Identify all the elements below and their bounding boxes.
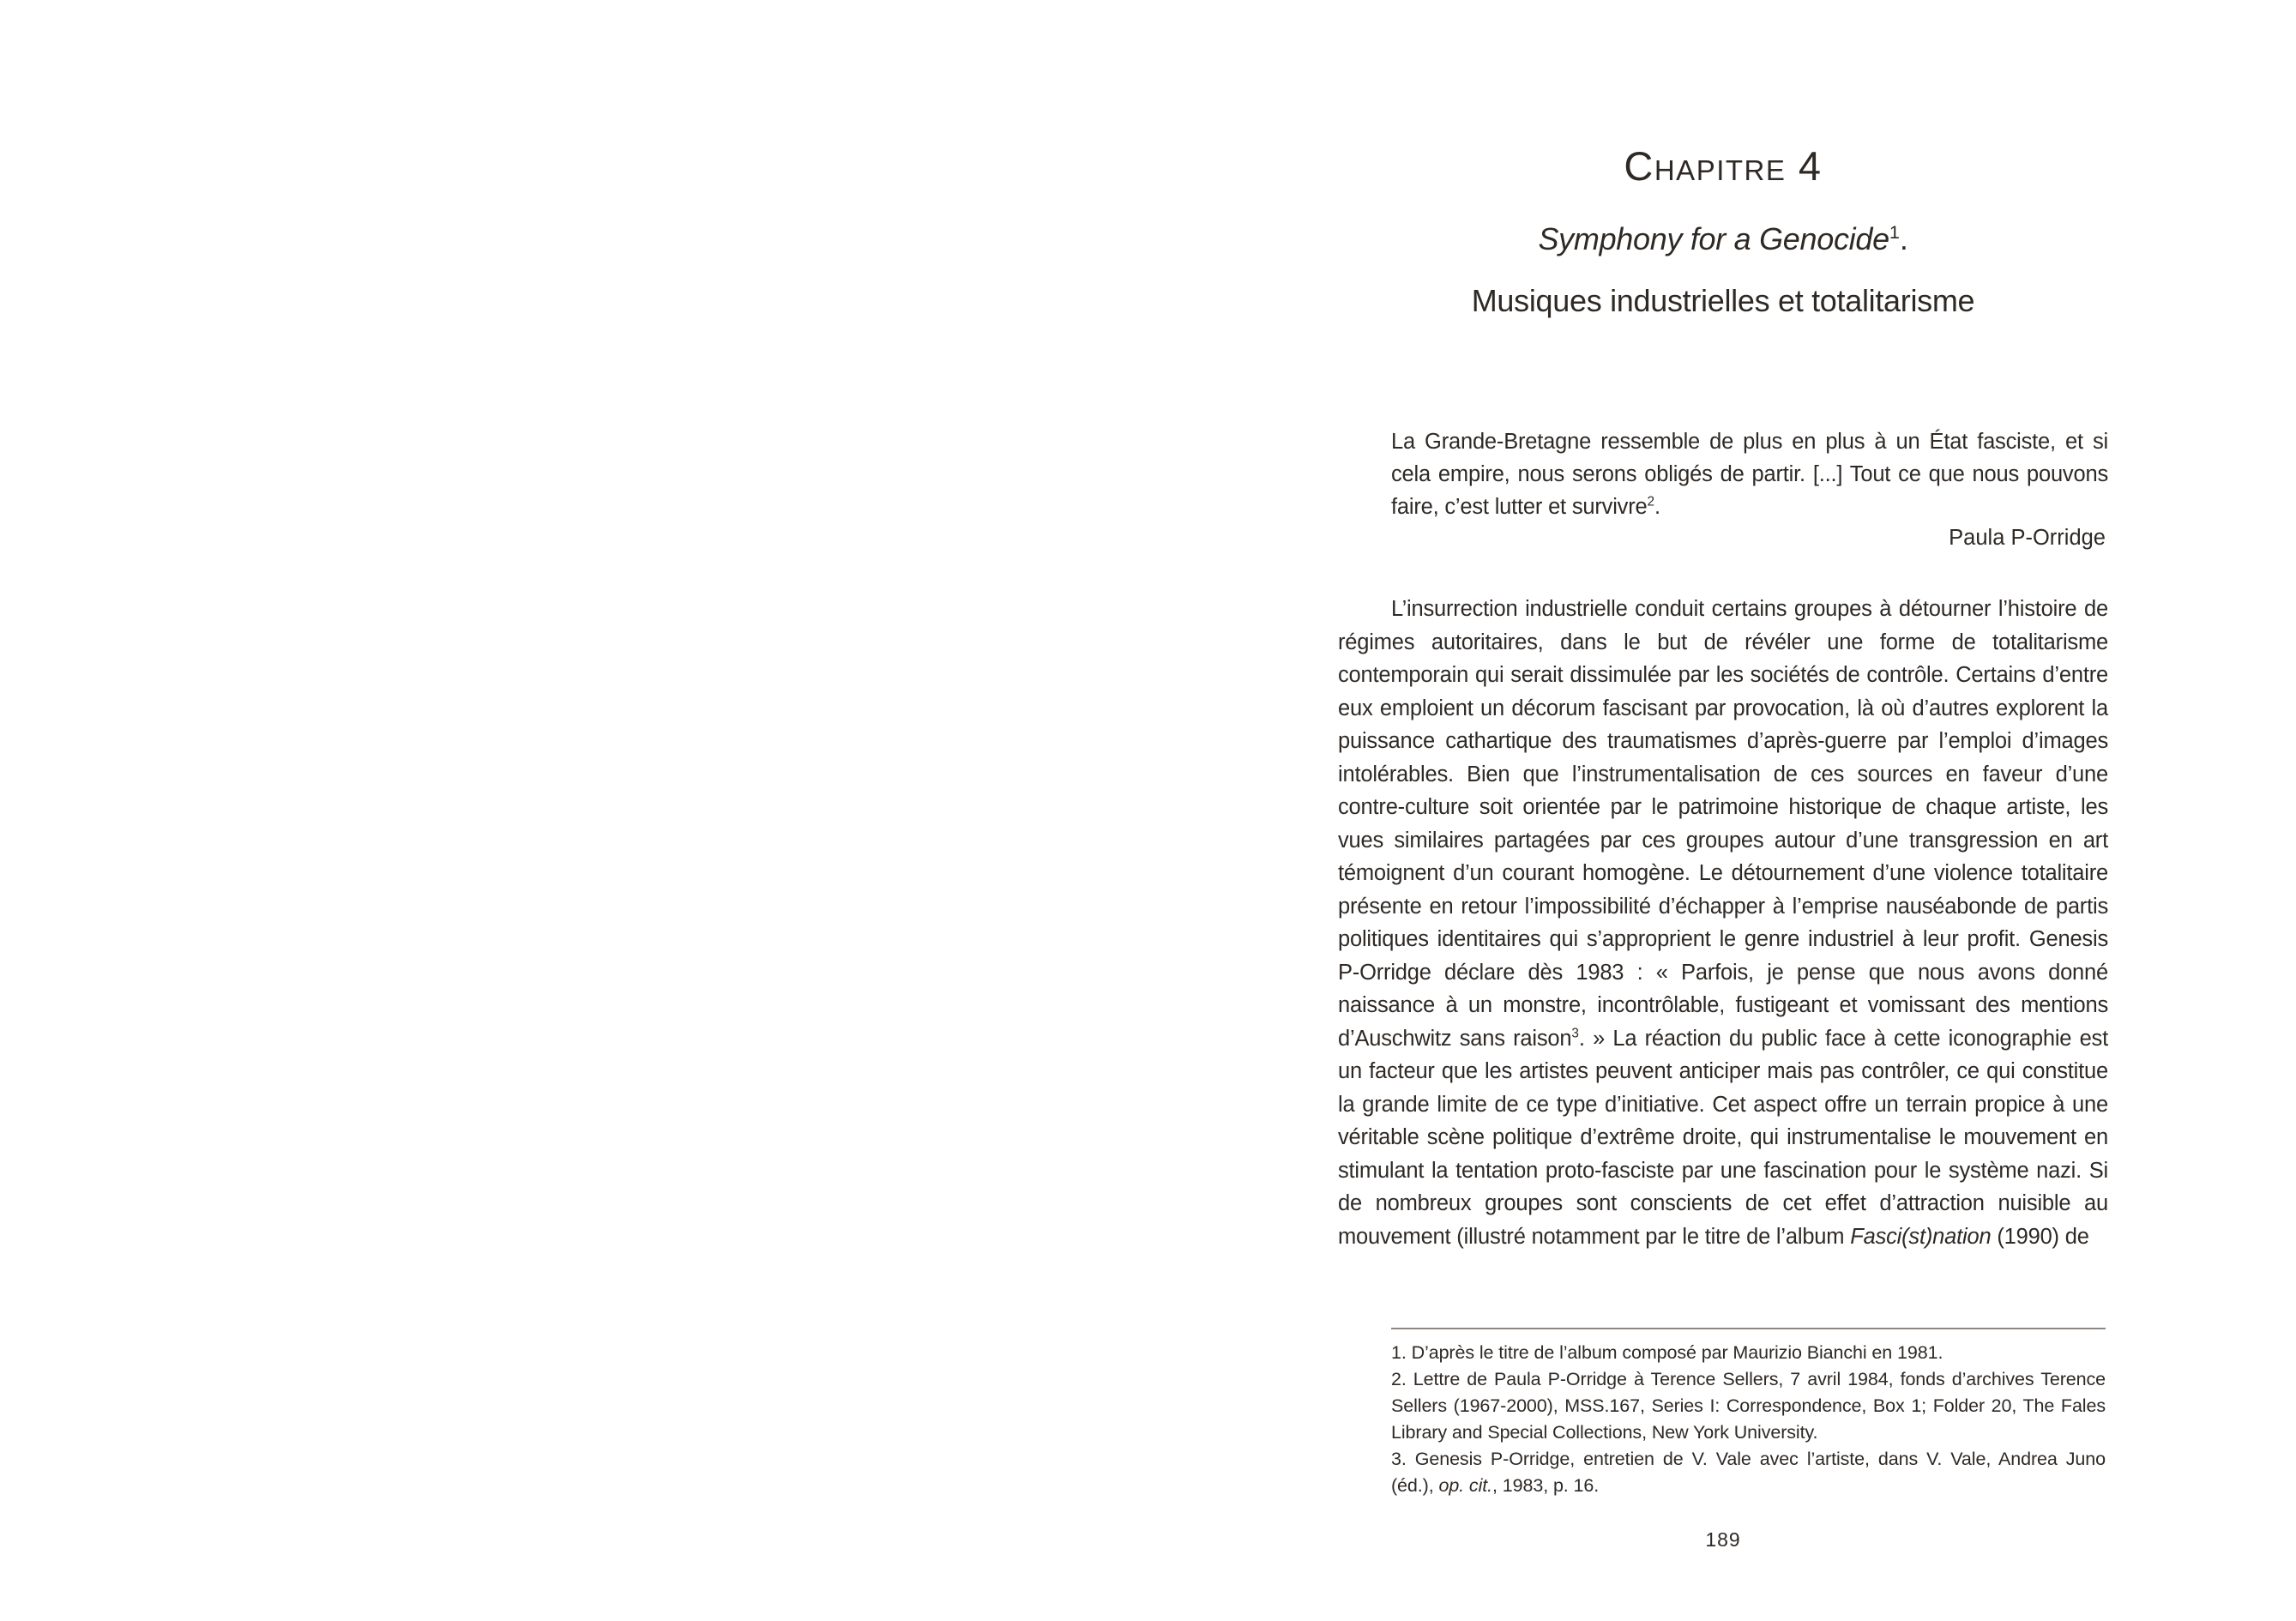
footnote-3: 3. Genesis P-Orridge, entretien de V. Vale avec l’artiste, dans V. Vale, Andrea Juno (éd.), op. cit., 1983, p. 16. bbox=[1391, 1449, 2106, 1496]
chapter-title-line1: Symphony for a Genocide$^1$. bbox=[1538, 221, 1908, 256]
footnote-1: 1. D’après le titre de l’album composé par Maurizio Bianchi en 1981. bbox=[1391, 1342, 1943, 1363]
footnotes bbox=[1391, 1340, 2106, 1499]
epigraph-attribution: Paula P-Orridge bbox=[1949, 526, 2106, 550]
epigraph-quote: La Grande-Bretagne ressemble de plus en plus à un État fasciste, et si cela empire, nous serons obligés de partir. [...] Tout ce que nous pouvons faire, c’est lutter et survivre$^2$. bbox=[1391, 430, 2108, 519]
footnote-2: 2. Lettre de Paula P-Orridge à Terence Sellers, 7 avril 1984, fonds d’archives Terence Sellers (1967-2000), MSS.167, Series I: Correspondence, Box 1; Folder 20, The Fales Library and Special Collections, New York University. bbox=[1391, 1369, 2106, 1443]
page-number: 189 bbox=[1705, 1528, 1741, 1551]
footnote-rule bbox=[1391, 1328, 2106, 1329]
chapter-title-line2: Musiques industrielles et totalitarisme bbox=[1471, 283, 1975, 318]
body-paragraph: L’insurrection industrielle conduit certains groupes à détourner l’histoire de régimes autoritaires, dans le but de révéler une forme de totalitarisme contemporain qui serait dissimulée par les sociétés de contrôle. Certains d’entre eux emploient un décorum fascisant par provocation, là où d’autres explorent la puissance cathartique des traumatismes d’après-guerre par l’emploi d’images intolérables. Bien que l’instrumentalisation de ces sources en faveur d’une contre-culture soit orientée par le patrimoine historique de chaque artiste, les vues similaires partagées par ces groupes autour d’une transgression en art témoignent d’un courant homogène. Le détournement d’une violence totalitaire présente en retour l’impossibilité d’échapper à l’emprise nauséabonde de partis politiques identitaires qui s’approprient le genre industriel à leur profit. Genesis P-Orridge déclare dès 1983 : « Parfois, je pense que nous avons donné naissance à un monstre, incontrôlable, fustigeant et vomissant des mentions d’Auschwitz sans raison$^3$. » La réaction du public face à cette iconographie est un facteur que les artistes peuvent anticiper mais pas contrôler, ce qui constitue la grande limite de ce type d’initiative. Cet aspect offre un terrain propice à une véritable scène politique d’extrême droite, qui instrumentalise le mouvement en stimulant la tentation proto-fasciste par une fascination pour le système nazi. Si de nombreux groupes sont conscients de cet effet d’attraction nuisible au mouvement (illustré notamment par le titre de l’album Fasci(st)nation (1990) de bbox=[1338, 597, 2108, 1249]
chapter-heading: Chapitre 4 bbox=[1624, 143, 1823, 189]
